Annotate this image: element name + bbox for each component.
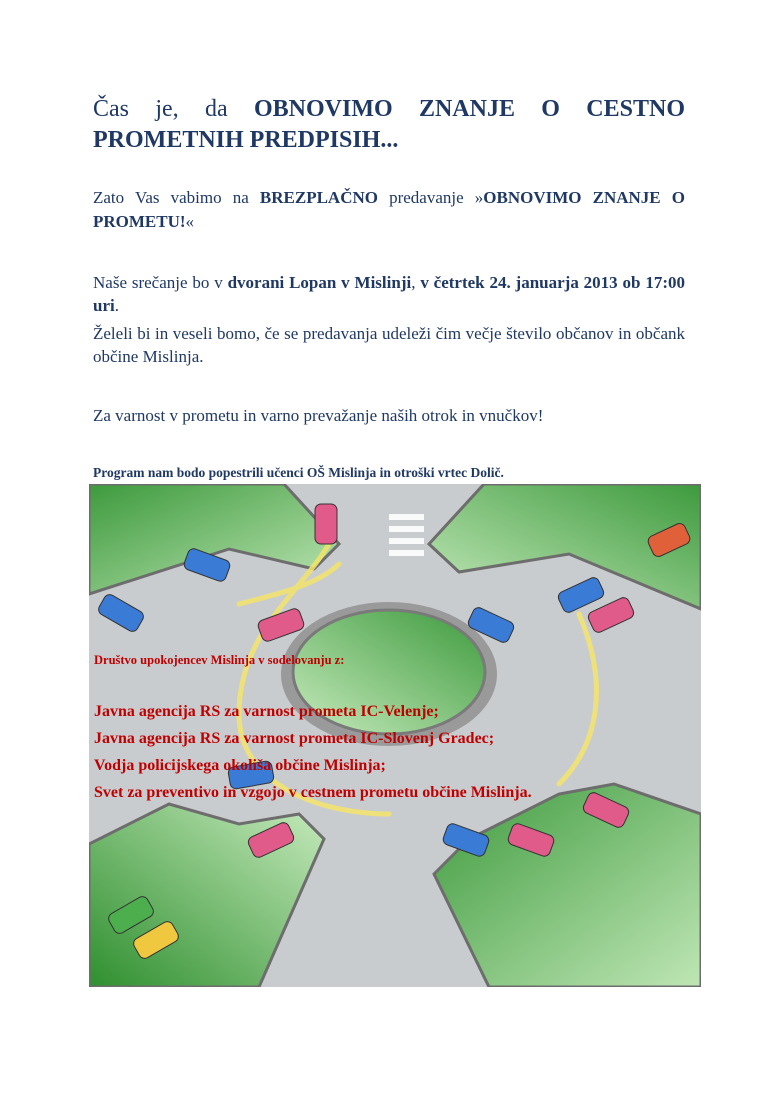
headline-lead: Čas je, da [93,96,254,122]
meeting-text-3: . [114,296,119,315]
invite-text-2: predavanje » [377,188,484,207]
meeting-text-1: Naše srečanje bo v [93,273,228,292]
meeting-paragraph [93,271,685,317]
invite-text-3: « [185,212,195,231]
credit-item: Javna agencija RS za varnost prometa IC-Slovenj Gradec; [94,730,495,747]
meeting-venue: dvorani Lopan v Mislinji [227,273,412,292]
headline-bold: OBNOVIMO ZNANJE O CESTNO PROMETNIH PREDPISIH... [93,96,685,153]
invite-text-1: Zato Vas vabimo na [93,188,260,207]
program-paragraph: Program nam bodo popestrili učenci OŠ Mislinja in otroški vrtec Dolič. [93,465,504,480]
credit-item: Svet za preventivo in vzgojo v cestnem prometu občine Mislinja. [94,784,532,801]
invitation-paragraph [93,186,685,234]
wish-paragraph: Želeli bi in veseli bomo, če se predavanja udeleži čim večje število občanov in občank občine Mislinja. [93,324,685,366]
invite-free: BREZPLAČNO [259,188,378,207]
meeting-datetime: v četrtek 24. januarja 2013 ob 17:00 uri [93,273,685,315]
headline [93,94,685,156]
meeting-text-2: , [411,273,421,292]
credit-item: Javna agencija RS za varnost prometa IC-Velenje; [94,703,439,720]
safety-paragraph: Za varnost v prometu in varno prevažanje naših otrok in vnučkov! [93,406,544,425]
invite-lecture-name: OBNOVIMO ZNANJE O PROMETU! [93,188,685,231]
credits-heading: Društvo upokojencev Mislinja v sodelovanju z: [94,653,345,667]
credit-item: Vodja policijskega okoliša občine Mislinja; [94,757,386,774]
